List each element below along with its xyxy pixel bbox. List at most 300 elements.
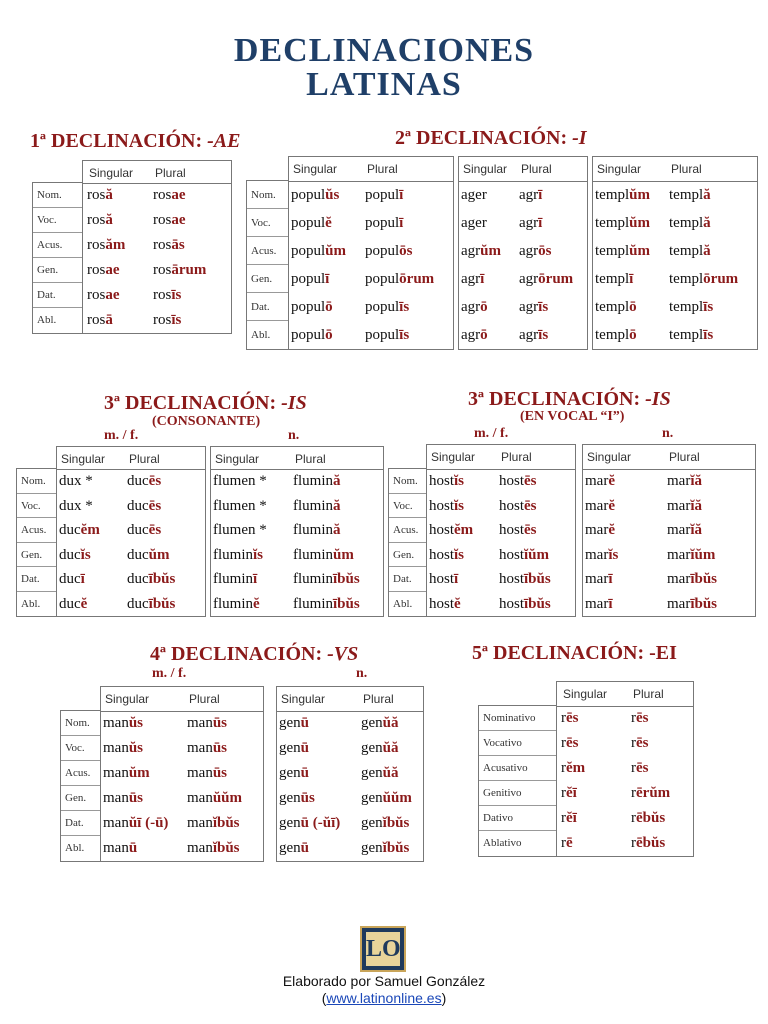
header-singular: Singular [431, 450, 476, 464]
stem: ros [153, 287, 172, 303]
table-row [277, 786, 423, 811]
stem: man [187, 840, 213, 856]
ending: ŭs [128, 715, 144, 731]
plural-form [187, 786, 242, 811]
singular-form [279, 761, 309, 786]
case-label: Abl. [37, 314, 57, 326]
stem: flumin [293, 497, 333, 514]
table-row [583, 494, 755, 519]
ending: īs [538, 299, 549, 315]
ending: ārum [171, 262, 207, 278]
table-row [83, 258, 231, 283]
table-row [101, 711, 263, 736]
stem: popul [365, 187, 400, 203]
plural-form [153, 308, 181, 333]
ending: ĭă [690, 473, 702, 489]
ending: ōs [399, 243, 413, 259]
plural-form [631, 831, 665, 856]
plural-form [365, 181, 403, 209]
stem: popul [291, 215, 326, 231]
plural-form [519, 181, 542, 209]
ending: ū (-ŭī) [300, 815, 341, 831]
singular-form [561, 831, 573, 856]
singular-form [429, 567, 458, 592]
header-singular: Singular [105, 692, 150, 706]
table-row [427, 469, 575, 494]
heading-declension-2: 2ª DECLINACIÓN: -I [395, 127, 587, 149]
ending: ĕī [566, 785, 577, 801]
header-singular: Singular [587, 450, 632, 464]
stem: mar [667, 546, 691, 563]
stem: ros [153, 312, 172, 328]
ending: ĕ [325, 215, 332, 231]
stem: mar [667, 595, 691, 612]
plural-form [127, 494, 161, 519]
singular-form [213, 592, 260, 617]
plural-form [153, 183, 186, 208]
website-link[interactable]: www.latinonline.es [326, 990, 442, 1006]
table-header [277, 687, 423, 712]
stem: ros [153, 187, 172, 203]
stem: host [499, 522, 525, 538]
plural-form [631, 756, 649, 781]
stem: host [499, 571, 525, 587]
ending: ū [300, 740, 310, 756]
stem: host [499, 595, 525, 612]
stem: templ [595, 271, 630, 287]
ending: ŭŭm [382, 790, 412, 806]
stem: duc [127, 546, 149, 563]
ending: ō [325, 327, 333, 343]
singular-form [103, 836, 137, 861]
singular-form [461, 237, 501, 265]
stem: gen [279, 815, 301, 831]
stem: duc [59, 595, 81, 612]
table-row [427, 518, 575, 543]
plural-form [361, 761, 399, 786]
case-label: Voc. [247, 209, 289, 237]
ending: ēs [148, 522, 162, 538]
ending: ă [333, 522, 341, 538]
singular-form [291, 237, 346, 265]
credit-link-line: (www.latinonline.es) [321, 990, 447, 1006]
table-row [211, 543, 383, 568]
stem: man [187, 765, 213, 781]
singular-form [585, 567, 613, 592]
ending: ŭm [629, 215, 651, 231]
case-labels [16, 468, 57, 617]
stem: mar [667, 473, 691, 489]
stem: popul [291, 327, 326, 343]
ending: ēs [524, 473, 537, 489]
stem: r [631, 835, 636, 851]
stem: man [103, 740, 129, 756]
ending: ă [105, 187, 113, 203]
table-row [277, 711, 423, 736]
singular-form [429, 543, 464, 568]
table-row [83, 308, 231, 333]
plural-form [667, 592, 717, 617]
case-label: Nom. [33, 183, 83, 208]
table-header [427, 445, 575, 470]
ending: ae [105, 262, 120, 278]
header-plural: Plural [501, 450, 532, 464]
header-plural: Plural [669, 450, 700, 464]
ending: ĭs [253, 546, 264, 563]
stem: duc [59, 546, 81, 563]
plural-form [293, 543, 354, 568]
table-header [557, 682, 693, 707]
stem: flumin [293, 473, 333, 489]
stem: mar [585, 571, 609, 587]
plural-form [361, 711, 399, 736]
header-singular: Singular [563, 687, 608, 701]
case-label: Acus. [33, 233, 83, 258]
table-row [593, 293, 757, 321]
stem: templ [669, 327, 704, 343]
singular-form [103, 786, 143, 811]
plural-form [631, 806, 665, 831]
stem: duc [127, 473, 149, 489]
ending: ū [300, 765, 310, 781]
stem: mar [667, 571, 691, 587]
table-row [211, 494, 383, 519]
stem: agr [519, 271, 539, 287]
ending: ās [171, 237, 185, 253]
ending: ă [105, 212, 113, 228]
singular-form [103, 761, 150, 786]
table-header [211, 447, 383, 470]
singular-form [585, 592, 613, 617]
plural-form [631, 781, 670, 806]
ending: ă [333, 473, 341, 489]
stem: host [499, 546, 525, 563]
header-plural: Plural [189, 692, 220, 706]
stem: mar [585, 546, 609, 563]
ending: ōrum [703, 271, 739, 287]
ending: ĭs [454, 473, 465, 489]
stem: agr [461, 327, 481, 343]
stem: ros [87, 187, 106, 203]
stem: ros [87, 237, 106, 253]
ending: ībŭs [148, 571, 176, 587]
ending: ĕm [566, 760, 586, 776]
plural-form [669, 293, 713, 321]
singular-form [279, 711, 309, 736]
ending: ēs [148, 497, 162, 514]
ending: ĭŭm [690, 546, 716, 563]
singular-form [279, 736, 309, 761]
plural-form [667, 543, 715, 568]
ending: ŭs [128, 740, 144, 756]
table-row [557, 831, 693, 856]
note-consonant: (CONSONANTE) [152, 414, 261, 429]
plural-form [187, 711, 227, 736]
stem: man [103, 840, 129, 856]
table-row [57, 469, 205, 494]
table-row [583, 543, 755, 568]
stem: gen [279, 765, 301, 781]
table-row [211, 469, 383, 494]
table-row [57, 567, 205, 592]
plural-form [153, 283, 181, 308]
plural-form [669, 209, 711, 237]
heading-declension-1: 1ª DECLINACIÓN: -AE [30, 130, 241, 152]
case-label: Gen. [61, 786, 101, 811]
ending: ībŭs [690, 571, 718, 587]
table-header [289, 157, 453, 182]
stem: flumin [213, 595, 253, 612]
stem: flumin [293, 522, 333, 538]
stem: templ [669, 187, 704, 203]
case-label: Genitivo [479, 781, 557, 806]
singular-form [87, 183, 113, 208]
table-row [101, 836, 263, 861]
stem: mar [585, 497, 609, 514]
table-row [459, 293, 587, 321]
stem: r [631, 735, 636, 751]
stem: mar [667, 497, 691, 514]
stem: popul [365, 215, 400, 231]
plural-form [127, 543, 170, 568]
case-label: Dat. [389, 567, 427, 592]
stem: host [499, 473, 525, 489]
singular-form [59, 592, 87, 617]
table-row [211, 592, 383, 617]
singular-form [103, 811, 168, 836]
plural-form [669, 265, 738, 293]
ending: ae [171, 212, 186, 228]
stem: gen [279, 715, 301, 731]
case-labels [388, 468, 427, 617]
stem: templ [595, 187, 630, 203]
table-row [459, 181, 587, 209]
table-row [557, 706, 693, 731]
header-plural: Plural [633, 687, 664, 701]
plural-form [519, 209, 542, 237]
table-res [556, 681, 694, 857]
plural-form [519, 321, 548, 349]
case-labels [246, 180, 289, 350]
ending: ĭs [80, 546, 91, 563]
singular-form [585, 494, 615, 519]
plural-form [153, 258, 206, 283]
ending: ŭă [382, 765, 399, 781]
table-row [83, 183, 231, 208]
header-singular: Singular [597, 162, 642, 176]
table-row [289, 293, 453, 321]
case-label: Dat. [17, 567, 57, 592]
ending: ēs [566, 735, 579, 751]
stem: flumen * [213, 473, 267, 489]
table-dux [56, 446, 206, 617]
stem: host [429, 595, 455, 612]
stem: gen [361, 790, 383, 806]
stem: r [561, 810, 566, 826]
singular-form [595, 209, 650, 237]
table-row [593, 321, 757, 349]
label-n: n. [288, 428, 300, 443]
ending: īs [399, 327, 410, 343]
stem: host [429, 571, 455, 587]
case-labels [478, 705, 557, 857]
case-label: Acus. [61, 761, 101, 786]
plural-form [361, 836, 409, 861]
singular-form [595, 293, 637, 321]
table-manus [100, 686, 264, 862]
plural-form [365, 209, 403, 237]
stem: flumen * [213, 522, 267, 538]
label-n: n. [662, 426, 674, 441]
stem: templ [669, 271, 704, 287]
stem: ros [87, 262, 106, 278]
stem: flumin [293, 595, 333, 612]
stem: ros [87, 212, 106, 228]
singular-form [59, 494, 93, 519]
singular-form [59, 518, 100, 543]
ending: ĭs [454, 497, 465, 514]
stem: templ [669, 243, 704, 259]
ending: ĕm [80, 522, 100, 538]
stem: popul [291, 243, 326, 259]
singular-form [87, 208, 113, 233]
ending: ī [80, 571, 85, 587]
table-row [557, 756, 693, 781]
ending: ībŭs [333, 571, 360, 587]
stem: duc [59, 522, 81, 538]
case-label: Voc. [33, 208, 83, 233]
table-header [459, 157, 587, 182]
ending: īs [538, 327, 549, 343]
ending: ĭă [690, 522, 702, 538]
ending: ō [629, 327, 637, 343]
table-ager [458, 156, 588, 350]
table-row [289, 209, 453, 237]
singular-form [585, 543, 618, 568]
header-plural: Plural [363, 692, 394, 706]
case-label: Nom. [61, 711, 101, 736]
stem: popul [291, 187, 326, 203]
stem: dux * [59, 497, 93, 514]
stem: gen [279, 790, 301, 806]
stem: templ [669, 299, 704, 315]
ending: ĕm [454, 522, 474, 538]
ending: ŭŭm [212, 790, 243, 806]
plural-form [127, 567, 175, 592]
stem: agr [519, 299, 539, 315]
stem: templ [595, 243, 630, 259]
plural-form [153, 208, 186, 233]
case-label: Acus. [247, 237, 289, 265]
ending: ae [171, 187, 186, 203]
ending: ī [608, 595, 613, 612]
singular-form [291, 209, 332, 237]
plural-form [293, 592, 360, 617]
singular-form [461, 209, 487, 237]
ending: ēs [524, 522, 537, 538]
table-row [459, 237, 587, 265]
table-header [593, 157, 757, 182]
stem: r [631, 810, 636, 826]
ending: ŭă [382, 740, 399, 756]
ending: ēbŭs [636, 810, 666, 826]
stem: templ [669, 215, 704, 231]
singular-form [291, 321, 333, 349]
stem: agr [519, 215, 539, 231]
singular-form [87, 258, 120, 283]
case-label: Acus. [17, 518, 57, 543]
ending: ī [253, 571, 258, 587]
ending: ū [300, 715, 310, 731]
case-label: Abl. [393, 597, 413, 610]
ending: ŭm [480, 243, 501, 259]
case-label: Nom. [17, 469, 57, 494]
header-singular: Singular [293, 162, 338, 176]
table-row [583, 469, 755, 494]
table-hostis [426, 444, 576, 617]
stem: duc [127, 571, 149, 587]
stem: dux * [59, 473, 93, 489]
plural-form [293, 469, 341, 494]
case-label: Vocativo [479, 731, 557, 756]
table-mare [582, 444, 756, 617]
stem: gen [361, 815, 383, 831]
singular-form [595, 237, 650, 265]
ending: īs [171, 312, 182, 328]
singular-form [59, 469, 93, 494]
ending: ĭbŭs [382, 840, 410, 856]
ending: ūs [212, 740, 228, 756]
ending: ĭbŭs [212, 815, 240, 831]
stem: ros [153, 237, 172, 253]
case-label: Dat. [247, 293, 289, 321]
plural-form [669, 237, 711, 265]
stem: r [631, 785, 636, 801]
header-singular: Singular [215, 452, 260, 466]
singular-form [59, 567, 85, 592]
header-singular: Singular [281, 692, 326, 706]
stem: gen [361, 715, 383, 731]
plural-form [499, 494, 537, 519]
ending: ă [703, 243, 711, 259]
ending: ērŭm [636, 785, 671, 801]
stem: duc [127, 595, 149, 612]
table-row [427, 567, 575, 592]
header-plural: Plural [295, 452, 326, 466]
stem: flumin [213, 571, 253, 587]
singular-form [561, 731, 579, 756]
stem: gen [361, 765, 383, 781]
plural-form [631, 706, 649, 731]
table-row [593, 209, 757, 237]
stem: popul [365, 271, 400, 287]
plural-form [519, 293, 548, 321]
singular-form [461, 321, 488, 349]
case-label: Voc. [389, 494, 427, 519]
ending: ēs [636, 735, 649, 751]
plural-form [667, 494, 702, 519]
ending: ībŭs [524, 595, 551, 612]
stem: r [561, 785, 566, 801]
table-row [101, 786, 263, 811]
stem: host [429, 522, 455, 538]
singular-form [561, 706, 579, 731]
stem: r [561, 735, 566, 751]
header-plural: Plural [671, 162, 702, 176]
ending: ĕ [454, 595, 461, 612]
stem: host [429, 473, 455, 489]
plural-form [499, 518, 537, 543]
